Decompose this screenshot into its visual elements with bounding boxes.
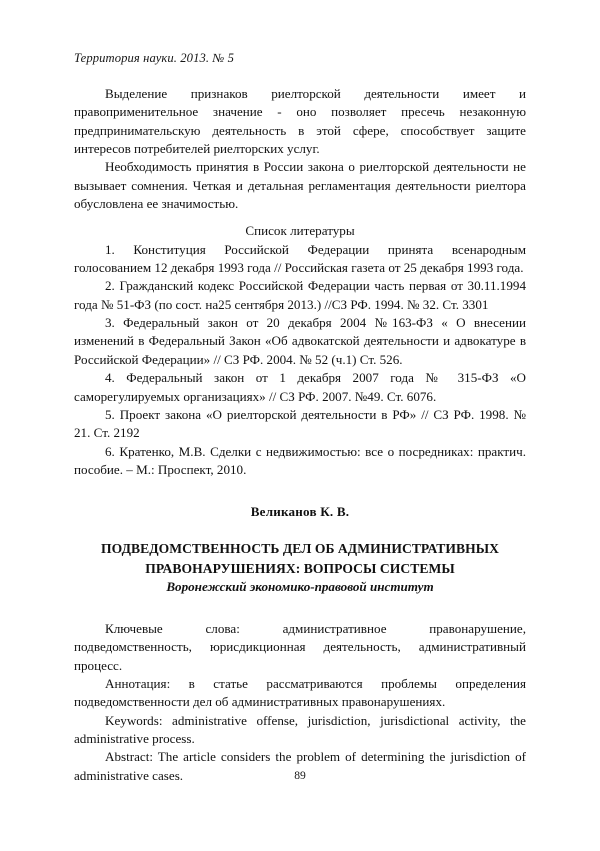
reference-item-5: 5. Проект закона «О риелторской деятельности в РФ» // СЗ РФ. 1998. № 21. Ст. 2192 <box>74 406 526 441</box>
page-number: 89 <box>294 769 306 782</box>
references-heading: Список литературы <box>245 223 355 239</box>
keywords-english: Keywords: administrative offense, jurisdiction, jurisdictional activity, the administrative process. <box>74 712 526 746</box>
article-title-line-2: ПРАВОНАРУШЕНИЯХ: ВОПРОСЫ СИСТЕМЫ <box>145 560 455 576</box>
spacer <box>74 597 526 615</box>
reference-item-6: 6. Кратенко, М.В. Сделки с недвижимостью: все о посредниках: практич. пособие. – М.: Проспект, 2010. <box>74 443 526 477</box>
abstract-english: Abstract: The article considers the problem of determining the jurisdiction of administrative cases. <box>74 749 526 783</box>
reference-item-1: 1. Конституция Российской Федерации принята всенародным голосованием 12 декабря 1993 года // Российская газета от 25 декабря 1993 года. <box>74 241 526 276</box>
spacer <box>74 213 526 222</box>
text-column <box>74 85 526 785</box>
article-title-line-1: ПОДВЕДОМСТВЕННОСТЬ ДЕЛ ОБ АДМИНИСТРАТИВНЫХ <box>101 541 499 557</box>
reference-item-4: 4. Федеральный закон от 1 декабря 2007 года № 315-ФЗ «О саморегулируемых организациях» // СЗ РФ. 2007. №49. Ст. 6076. <box>74 370 526 404</box>
spacer <box>74 479 526 497</box>
annotation-russian: Аннотация: в статье рассматриваются проблемы определения подведомственности дел об административных правонарушениях. <box>74 675 526 710</box>
running-head: Территория науки. 2013. № 5 <box>74 51 234 65</box>
article-author: Великанов К. В. <box>250 503 350 519</box>
reference-item-2: 2. Гражданский кодекс Российской Федерации часть первая от 30.11.1994 года № 51-ФЗ (по сост. на25 сентября 2013.) //СЗ РФ. 1994. № 32. Ст. 3301 <box>74 278 526 312</box>
spacer <box>74 521 526 539</box>
paragraph-1: Выделение признаков риелторской деятельности имеет и правоприменительное значение - оно позволяет пресечь незаконную предпринимательскую деятельность в этой сфере, способствует защите интересов потребителей риелторских услуг. <box>74 86 526 157</box>
article-affiliation: Воронежский экономико-правовой институт <box>166 579 434 595</box>
reference-item-3: 3. Федеральный закон от 20 декабря 2004 №163-ФЗ « О внесении изменений в Федеральный Закон «Об адвокатской деятельности и адвокатуре в Российской Федерации» // СЗ РФ. 2004. № 52 (ч.1) Ст. 526. <box>74 315 526 367</box>
paragraph-2: Необходимость принятия в России закона о риелторской деятельности не вызывает сомнения. Четкая и детальная регламентация деятельности риелтора обусловлена ее значимостью. <box>74 159 526 212</box>
keywords-russian: Ключевые слова: административное правонарушение, подведомственность, юрисдикционная деятельность, административный процесс. <box>74 620 526 673</box>
